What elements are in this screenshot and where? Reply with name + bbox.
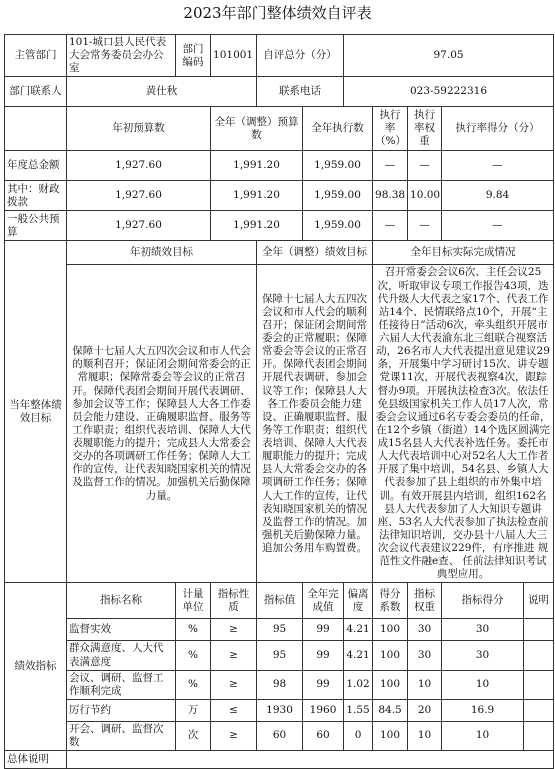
ind-unit: % xyxy=(176,670,211,699)
ind-name: 厉行节约 xyxy=(67,699,176,721)
ind-note xyxy=(524,641,554,670)
ind-header-target: 指标值 xyxy=(257,583,303,619)
budget-row xyxy=(5,181,554,211)
budget-row-label: 一般公共预算 xyxy=(5,211,67,241)
budget-initial: 1,927.60 xyxy=(67,151,211,181)
ind-name: 群众满意度、人大代表满意度 xyxy=(67,641,176,670)
dept-label: 主管部门 xyxy=(5,35,67,77)
budget-executed: 1,959.00 xyxy=(303,211,373,241)
table-row xyxy=(5,641,554,670)
ind-coef: 84.5 xyxy=(373,699,408,721)
ind-target: 1930 xyxy=(257,699,303,721)
budget-row-label: 其中：财政拨款 xyxy=(5,181,67,211)
budget-weight: — xyxy=(408,151,442,181)
code-label: 部门编码 xyxy=(176,35,211,77)
budget-score: — xyxy=(442,151,554,181)
ind-coef: 100 xyxy=(373,670,408,699)
budget-header-rate: 执行率（%） xyxy=(373,107,408,151)
budget-header-executed: 全年执行数 xyxy=(303,107,373,151)
ind-target: 95 xyxy=(257,641,303,670)
budget-score: 9.84 xyxy=(442,181,554,211)
ind-score: 30 xyxy=(442,641,524,670)
budget-rate: — xyxy=(373,211,408,241)
budget-rate: 98.38 xyxy=(373,181,408,211)
ind-name: 开会、调研、监督次数 xyxy=(67,721,176,750)
ind-score: 10 xyxy=(442,670,524,699)
ind-target: 60 xyxy=(257,721,303,750)
contact-label: 部门联系人 xyxy=(5,77,67,107)
ind-note xyxy=(524,721,554,750)
budget-executed: 1,959.00 xyxy=(303,181,373,211)
table-row xyxy=(5,670,554,699)
ind-coef: 100 xyxy=(373,721,408,750)
ind-header-actual: 全年完成值 xyxy=(303,583,344,619)
budget-initial: 1,927.60 xyxy=(67,181,211,211)
goals-col-actual: 全年目标实际完成情况 xyxy=(373,241,554,265)
score-label: 自评总分（分） xyxy=(257,35,344,77)
budget-row-label: 年度总金额 xyxy=(5,151,67,181)
ind-weight: 30 xyxy=(408,641,442,670)
ind-name: 监督实效 xyxy=(67,619,176,641)
ind-actual: 99 xyxy=(303,619,344,641)
ind-deviation: 1.02 xyxy=(344,670,373,699)
phone-label: 联系电话 xyxy=(257,77,344,107)
goals-initial-text: 保障十七届人大五四次会议和市人代会的顺利召开；保证闭会期间常委会的正常履职；保障常委会等会议的正常召开。保障代表团会期间开展代表调研、参加会议等工作；保障县人大各工作委员会能力建设、正确履职监督、服务等工作职责；组织代表培训、保障人大代表履职能力的提升；完成县人大常委会交办的各项调研工作任务；保障人大工作的宣传，让代表知晓国家机关的情况及监督工作的情况。加强机关后勤保障力量。 xyxy=(67,265,257,583)
budget-adjusted: 1,991.20 xyxy=(211,151,303,181)
ind-coef: 100 xyxy=(373,619,408,641)
budget-row xyxy=(5,151,554,181)
ind-header-unit: 计量单位 xyxy=(176,583,211,619)
ind-score: 30 xyxy=(442,619,524,641)
ind-nature: ≥ xyxy=(211,641,257,670)
ind-note xyxy=(524,699,554,721)
budget-row xyxy=(5,211,554,241)
ind-nature: ≥ xyxy=(211,721,257,750)
goals-actual-text: 召开常委会会议6次、主任会议25次，听取审议专项工作报告43项，迭代升级人大代表之家17个、代表工作站14个、民情联络点10个，开展“主任接待日”活动6次，牵头组织开展市六届人大代表渝东北三组联合视察活动，26名市人大代表提出意见建议29条，开展集中学习研讨15次、讲专题党课11次，开展代表视察4次，跟踪督办9项。开展执法检查3次。依法任免县级国家机关工作人员17人次，常委会会议通过6名专委会委员的任命，在12个乡镇（街道）14个选区圆满完成15名县人大代表补选任务。委托市人大代表培训中心对52名人大工作者开展了集中培训，54名县、乡镇人大代表参加了县上组织的市外集中培训。有效开展县内培训，组织162名县人大代表参加了人大知识专题讲座、53名人大代表参加了执法检查前法律知识培训，交办县十八届人大三次会议代表建议229件，有序推进 规范性文件融e查、 任前法律知识考试典型应用。 xyxy=(373,265,554,583)
budget-adjusted: 1,991.20 xyxy=(211,181,303,211)
goals-col-initial: 年初绩效目标 xyxy=(67,241,257,265)
ind-unit: % xyxy=(176,641,211,670)
goals-adjusted-text: 保障十七届人大五四次会议和市人代会的顺利召开；保证闭会期间常委会的正常履职；保障常委会等会议的正常召开。保障代表团会期间开展代表调研、参加会议等工作；保障县人大各工作委员会能力建设、正确履职监督、服务等工作职责；组织代表培训、保障人大代表履职能力的提升；完成县人大常委会交办的各项调研工作任务；保障人大工作的宣传，让代表知晓国家机关的情况及监督工作的情况。加强机关后勤保障力量。追加公务用车购置费。 xyxy=(257,265,373,583)
ind-header-note: 说明 xyxy=(524,583,554,619)
budget-initial: 1,927.60 xyxy=(67,211,211,241)
budget-header-initial: 年初预算数 xyxy=(67,107,211,151)
ind-score: 10 xyxy=(442,721,524,750)
budget-header-score: 执行率得分（分） xyxy=(442,107,554,151)
ind-weight: 10 xyxy=(408,721,442,750)
budget-header-empty xyxy=(5,107,67,151)
ind-actual: 1960 xyxy=(303,699,344,721)
ind-header-weight: 指标权重 xyxy=(408,583,442,619)
budget-header-adjusted: 全年（调整）预算数 xyxy=(211,107,303,151)
phone-value: 023-59222316 xyxy=(344,77,554,107)
indicators-section-label: 绩效指标 xyxy=(5,583,67,751)
ind-weight: 10 xyxy=(408,670,442,699)
score-value: 97.05 xyxy=(344,35,554,77)
ind-unit: % xyxy=(176,619,211,641)
ind-header-deviation: 偏离度 xyxy=(344,583,373,619)
ind-nature: ≤ xyxy=(211,699,257,721)
ind-note xyxy=(524,619,554,641)
performance-table xyxy=(4,34,554,769)
ind-note xyxy=(524,670,554,699)
ind-unit: 万 xyxy=(176,699,211,721)
dept-value: 101-城口县人民代表大会常务委员会办公室 xyxy=(67,35,176,77)
table-row xyxy=(5,619,554,641)
ind-nature: ≥ xyxy=(211,670,257,699)
goals-section-label: 当年整体绩效目标 xyxy=(5,241,67,583)
budget-weight: — xyxy=(408,211,442,241)
ind-deviation: 0 xyxy=(344,721,373,750)
ind-unit: 次 xyxy=(176,721,211,750)
goals-col-adjusted: 全年（调整）绩效目标 xyxy=(257,241,373,265)
ind-weight: 30 xyxy=(408,619,442,641)
budget-weight: 10.00 xyxy=(408,181,442,211)
budget-rate: — xyxy=(373,151,408,181)
budget-header-weight: 执行率权重 xyxy=(408,107,442,151)
ind-deviation: 4.21 xyxy=(344,641,373,670)
summary-value xyxy=(67,751,554,769)
ind-actual: 99 xyxy=(303,670,344,699)
ind-coef: 100 xyxy=(373,641,408,670)
ind-target: 98 xyxy=(257,670,303,699)
ind-header-nature: 指标性质 xyxy=(211,583,257,619)
budget-score: — xyxy=(442,211,554,241)
budget-adjusted: 1,991.20 xyxy=(211,211,303,241)
ind-target: 95 xyxy=(257,619,303,641)
page-title: 2023年部门整体绩效自评表 xyxy=(183,4,372,22)
budget-executed: 1,959.00 xyxy=(303,151,373,181)
ind-actual: 99 xyxy=(303,641,344,670)
summary-label: 总体说明 xyxy=(5,751,67,769)
ind-header-name: 指标名称 xyxy=(67,583,176,619)
ind-weight: 20 xyxy=(408,699,442,721)
ind-nature: ≥ xyxy=(211,619,257,641)
ind-deviation: 4.21 xyxy=(344,619,373,641)
ind-actual: 60 xyxy=(303,721,344,750)
table-row xyxy=(5,699,554,721)
ind-deviation: 1.55 xyxy=(344,699,373,721)
contact-value: 黄仕秋 xyxy=(67,77,257,107)
ind-name: 会议、调研、监督工作顺利完成 xyxy=(67,670,176,699)
ind-header-coef: 得分系数 xyxy=(373,583,408,619)
table-row xyxy=(5,721,554,750)
ind-header-score: 指标得分 xyxy=(442,583,524,619)
ind-score: 16.9 xyxy=(442,699,524,721)
code-value: 101001 xyxy=(211,35,257,77)
